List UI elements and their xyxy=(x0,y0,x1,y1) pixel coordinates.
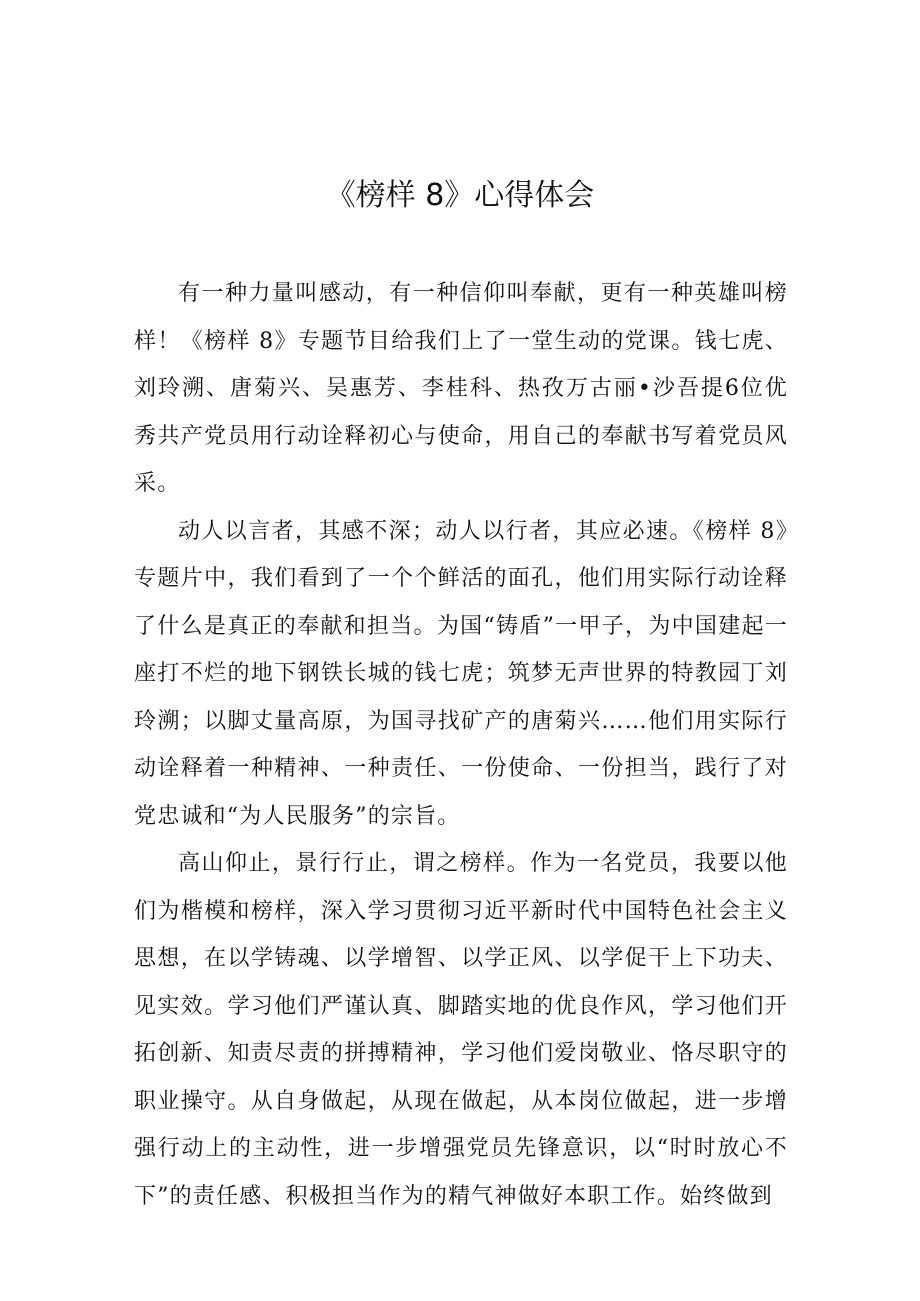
paragraph-1: 有一种力量叫感动，有一种信仰叫奉献，更有一种英雄叫榜样！《榜样 8》专题节目给我们上了一堂生动的党课。钱七虎、刘玲溯、唐菊兴、吴惠芳、李桂科、热孜万古丽•沙吾提6位优秀共产党员用行动诠释初心与使命，用自己的奉献书写着党员风采。 xyxy=(134,281,788,496)
document-body xyxy=(134,270,788,1220)
paragraph-3: 高山仰止，景行行止，谓之榜样。作为一名党员，我要以他们为楷模和榜样，深入学习贯彻习近平新时代中国特色社会主义思想，在以学铸魂、以学增智、以学正风、以学促干上下功夫、见实效。学习他们严谨认真、脚踏实地的优良作风，学习他们开拓创新、知责尽责的拼搏精神，学习他们爱岗敬业、恪尽职守的职业操守。从自身做起，从现在做起，从本岗位做起，进一步增强行动上的主动性，进一步增强党员先锋意识，以“时时放心不下”的责任感、积极担当作为的精气神做好本职工作。始终做到 xyxy=(134,851,788,1209)
paragraph-2: 动人以言者，其感不深；动人以行者，其应必速。《榜样 8》专题片中，我们看到了一个个鲜活的面孔，他们用实际行动诠释了什么是真正的奉献和担当。为国“铸盾”一甲子，为中国建起一座打不烂的地下钢铁长城的钱七虎；筑梦无声世界的特教园丁刘玲溯；以脚丈量高原，为国寻找矿产的唐菊兴……他们用实际行动诠释着一种精神、一种责任、一份使命、一份担当，践行了对党忠诚和“为人民服务”的宗旨。 xyxy=(134,518,788,829)
document-title: 《榜样 8》心得体会 xyxy=(325,178,595,213)
